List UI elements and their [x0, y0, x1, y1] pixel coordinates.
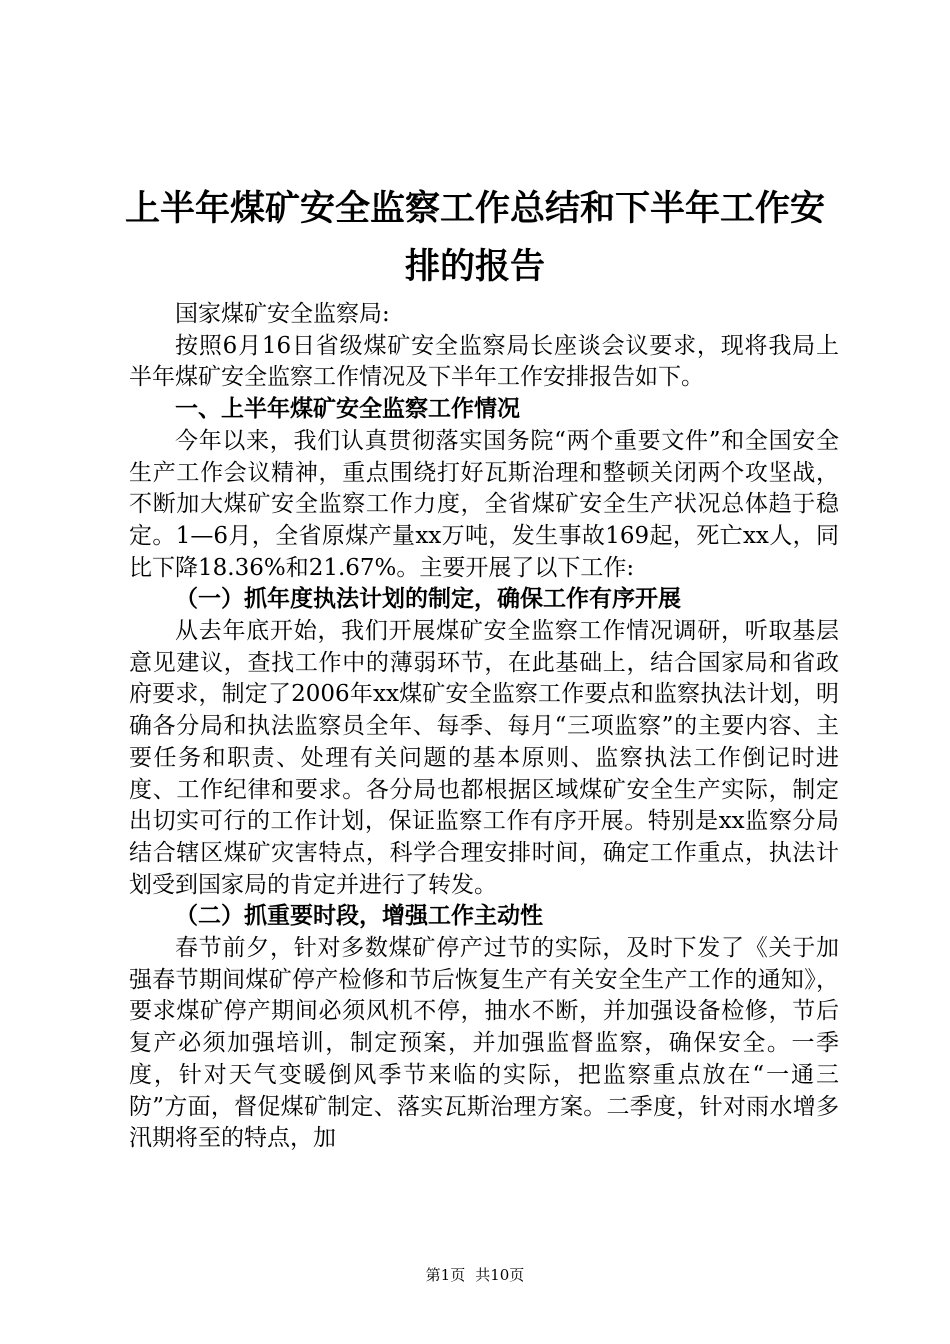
document-title-line-1: 上半年煤矿安全监察工作总结和下半年工作安: [124, 189, 825, 229]
body-paragraph: 今年以来，我们认真贯彻落实国务院“两个重要文件”和全国安全生产工作会议精神，重点围绕打好瓦斯治理和整顿关闭两个攻坚战，不断加大煤矿安全监察工作力度，全省煤矿安全生产状况总体趋于稳定。1—6月，全省原煤产量xx万吨，发生事故169起，死亡xx人，同比下降18.36%和21.67%。主要开展了以下工作:: [129, 427, 839, 581]
body-paragraph: 从去年底开始，我们开展煤矿安全监察工作情况调研，听取基层意见建议，查找工作中的薄弱环节，在此基础上，结合国家局和省政府要求，制定了2006年xx煤矿安全监察工作要点和监察执法计划，明确各分局和执法监察员全年、每季、每月“三项监察”的主要内容、主要任务和职责、处理有关问题的基本原则、监察执法工作倒记时进度、工作纪律和要求。各分局也都根据区域煤矿安全生产实际，制定出切实可行的工作计划，保证监察工作有序开展。特别是xx监察分局结合辖区煤矿灾害特点，科学合理安排时间，确定工作重点，执法计划受到国家局的肯定并进行了转发。: [129, 618, 839, 898]
subsection-heading-1: （一）抓年度执法计划的制定，确保工作有序开展: [175, 586, 681, 613]
document-title-line-2: 排的报告: [404, 247, 545, 287]
document-body: [129, 299, 839, 1155]
subsection-heading-2: （二）抓重要时段，增强工作主动性: [175, 903, 543, 930]
page-number: 第1页: [425, 1266, 466, 1284]
intro-paragraph: 按照6月16日省级煤矿安全监察局长座谈会议要求，现将我局上半年煤矿安全监察工作情况及下半年工作安排报告如下。: [129, 332, 839, 391]
body-paragraph: 春节前夕，针对多数煤矿停产过节的实际，及时下发了《关于加强春节期间煤矿停产检修和节后恢复生产有关安全生产工作的通知》，要求煤矿停产期间必须风机不停，抽水不断，并加强设备检修，节后复产必须加强培训，制定预案，并加强监督监察，确保安全。一季度，针对天气变暖倒风季节来临的实际，把监察重点放在“一通三防”方面，督促煤矿制定、落实瓦斯治理方案。二季度，针对雨水增多汛期将至的特点，加: [129, 935, 839, 1152]
salutation: 国家煤矿安全监察局:: [175, 301, 390, 327]
page-footer: [0, 1268, 950, 1283]
page-total: 共10页: [475, 1266, 525, 1284]
section-heading-1: 一、上半年煤矿安全监察工作情况: [175, 396, 520, 423]
